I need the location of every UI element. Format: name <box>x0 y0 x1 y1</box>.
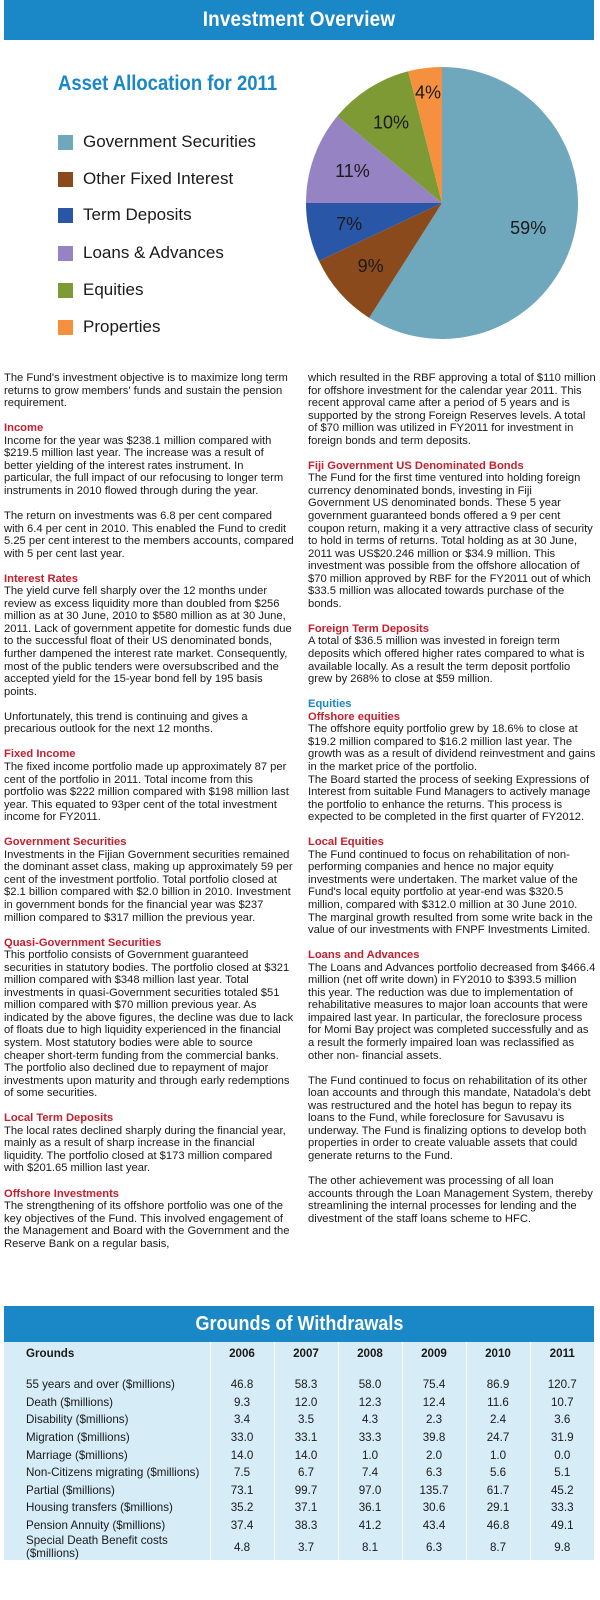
column-header: 2006 <box>210 1342 274 1364</box>
row-label-cell: Migration ($millions) <box>26 1431 130 1445</box>
value-cell: 33.1 <box>274 1429 338 1447</box>
value-cell: 46.8 <box>210 1376 274 1394</box>
column-header: 2011 <box>530 1342 594 1364</box>
value-cell: 29.1 <box>466 1499 530 1517</box>
section-heading-interest-rates: Interest Rates <box>4 572 78 585</box>
value-cell: 14.0 <box>210 1446 274 1464</box>
page-title: Investment Overview <box>202 8 396 31</box>
value-cell: 30.6 <box>402 1499 466 1517</box>
value-cell: 4.8 <box>210 1534 274 1560</box>
withdrawals-table-panel <box>4 1342 594 1560</box>
value-cell: 38.3 <box>274 1517 338 1535</box>
foreign-term-deposits-paragraph: A total of $36.5 million was invested in foreign term deposits which offered higher rates compared to what is available locally. As a result the term deposit portfolio grew by 268% to close at $59 million. <box>308 635 585 686</box>
value-cell: 1.0 <box>466 1446 530 1464</box>
row-label-cell: 55 years and over ($millions) <box>26 1378 175 1392</box>
interest-rates-paragraph-2: Unfortunately, this trend is continuing and gives a precarious outlook for the next 12 months. <box>4 710 248 736</box>
value-cell: 31.9 <box>530 1429 594 1447</box>
legend-label: Properties <box>83 317 161 336</box>
section-heading-loans-advances: Loans and Advances <box>308 949 420 962</box>
value-cell: 33.0 <box>210 1429 274 1447</box>
legend-item-government-securities <box>58 130 256 154</box>
right-column <box>308 372 596 1238</box>
value-cell: 39.8 <box>402 1429 466 1447</box>
withdrawals-title: Grounds of Withdrawals <box>195 1313 403 1335</box>
table-spacer-row <box>4 1364 594 1376</box>
value-cell: 0.0 <box>530 1446 594 1464</box>
loans-advances-paragraph-3: The other achievement was processing of all loan accounts through the Loan Management System, thereby streamlining the internal processes for lending and the divestment of the staff loans scheme to HFC. <box>308 1175 593 1225</box>
value-cell: 3.5 <box>274 1411 338 1429</box>
value-cell: 120.7 <box>530 1376 594 1394</box>
local-equities-paragraph: The Fund continued to focus on rehabilitation of non-performing companies and hence no major equity investments were undertaken. The market value of the Fund's local equity portfolio at year-end was $320.5 million, compared with $312.0 million at 30 June 2010. The marginal growth resulted from some write back in the value of our investments with FNPF Investments Limited. <box>308 848 593 937</box>
value-cell: 58.3 <box>274 1376 338 1394</box>
pie-data-label: 10% <box>372 112 410 133</box>
value-cell: 8.1 <box>338 1534 402 1560</box>
value-cell: 33.3 <box>530 1499 594 1517</box>
offshore-equities-paragraph-2: The Board started the process of seeking Expressions of Interest from suitable Fund Managers to actively manage the portfolio to enhance the returns. This process is expected to be completed in the first quarter of FY2012. <box>308 773 591 824</box>
left-column <box>4 372 294 1263</box>
value-cell: 75.4 <box>402 1376 466 1394</box>
column-header: Grounds <box>26 1346 75 1360</box>
value-cell: 7.5 <box>210 1464 274 1482</box>
row-label-cell: Partial ($millions) <box>26 1483 115 1497</box>
value-cell: 99.7 <box>274 1482 338 1500</box>
value-cell: 86.9 <box>466 1376 530 1394</box>
value-cell: 7.4 <box>338 1464 402 1482</box>
withdrawals-banner <box>4 1306 594 1342</box>
value-cell: 3.7 <box>274 1534 338 1560</box>
table-row <box>4 1411 594 1429</box>
allocation-title: Asset Allocation for 2011 <box>58 72 278 95</box>
section-heading-fiji-us-bonds: Fiji Government US Denominated Bonds <box>308 459 524 472</box>
value-cell: 97.0 <box>338 1482 402 1500</box>
loans-advances-paragraph-2: The Fund continued to focus on rehabilitation of its other loan accounts and through this mandate, Natadola's debt was restructured and the hotel has begun to repay its loans to the Fund, while foreclosure for Savusavu is underway. The Fund is finalizing options to develop both properties in order to create valuable assets that could generate returns to the Fund. <box>308 1074 591 1162</box>
value-cell: 36.1 <box>338 1499 402 1517</box>
offshore-investments-continued: which resulted in the RBF approving a total of $110 million for offshore investment for the calendar year 2011. This recent approval came after a period of 5 years and is supported by the strong Foreign Reserves levels. A total of $70 million was utilized in FY2011 for investment in foreign bonds and term deposits. <box>308 372 596 447</box>
column-header: 2009 <box>402 1342 466 1364</box>
offshore-equities-paragraph-1: The offshore equity portfolio grew by 18.6% to close at $19.2 million compared to $16.2 million last year. The growth was as a result of dividend reinvestment and gains in the market price of the portfolio. <box>308 723 596 773</box>
value-cell: 12.0 <box>274 1394 338 1412</box>
legend-swatch <box>58 135 73 150</box>
table-row <box>4 1446 594 1464</box>
table-row <box>4 1534 594 1560</box>
row-label-cell: Housing transfers ($millions) <box>26 1501 173 1515</box>
value-cell: 45.2 <box>530 1482 594 1500</box>
value-cell: 41.2 <box>338 1517 402 1535</box>
section-heading-quasi-government: Quasi-Government Securities <box>4 936 162 949</box>
table-row <box>4 1482 594 1500</box>
value-cell: 14.0 <box>274 1446 338 1464</box>
legend-label: Loans & Advances <box>83 243 224 262</box>
row-label-cell: Non-Citizens migrating ($millions) <box>26 1466 200 1480</box>
pie-data-label: 11% <box>335 160 370 181</box>
value-cell: 1.0 <box>338 1446 402 1464</box>
fiji-us-bonds-paragraph: The Fund for the first time ventured into holding foreign currency denominated bonds, investing in Fiji Government US denominated bonds. These 5 year government guaranteed bonds offered a 9 per cent coupon return, making it a very attractive class of security to hold in terms of returns. Total holding as at 30 June, 2011 was US$20.246 million or $34.9 million. This investment was possible from the offshore allocation of $70 million approved by RBF for the FY2011 out of which $33.5 million was allocated towards purchase of the bonds. <box>308 472 593 610</box>
value-cell: 33.3 <box>338 1429 402 1447</box>
column-header: 2008 <box>338 1342 402 1364</box>
income-paragraph-2: The return on investments was 6.8 per cent compared with 6.4 per cent in 2010. This enabled the Fund to credit 5.25 per cent interest to the members accounts, compared with 5 per cent last year. <box>4 510 294 560</box>
value-cell: 49.1 <box>530 1517 594 1535</box>
value-cell: 24.7 <box>466 1429 530 1447</box>
loans-advances-paragraph-1: The Loans and Advances portfolio decreased from $466.4 million (net off write down) in FY2010 to $393.5 million this year. The reduction was due to implementation of rehabilitative measures to major loan accounts that were impaired last year. In particular, the foreclosure process for Momi Bay project was completed successfully and as a result the formerly impaired loan was reclassified as other non- financial assets. <box>308 961 596 1062</box>
legend-swatch <box>58 208 73 223</box>
row-label-cell: Pension Annuity ($millions) <box>26 1519 166 1533</box>
row-label-cell: Marriage ($millions) <box>26 1448 128 1462</box>
row-label-cell: Death ($millions) <box>26 1395 113 1409</box>
value-cell: 9.8 <box>530 1534 594 1560</box>
section-heading-offshore-investments: Offshore Investments <box>4 1187 120 1200</box>
value-cell: 6.3 <box>402 1464 466 1482</box>
legend-item-term-deposits <box>58 203 192 227</box>
value-cell: 46.8 <box>466 1517 530 1535</box>
government-securities-paragraph: Investments in the Fijian Government securities remained the dominant asset class, making up approximately 59 per cent of the investment portfolio. Total portfolio closed at $2.1 billion compared with $2.0 billion in 2010. Investment in government bonds for the financial year was $237 million compared to $317 million the previous year. <box>4 848 293 924</box>
pie-data-label: 4% <box>415 82 442 103</box>
table-row <box>4 1394 594 1412</box>
value-cell: 6.3 <box>402 1534 466 1560</box>
column-header: 2010 <box>466 1342 530 1364</box>
legend-label: Equities <box>83 280 144 299</box>
legend-swatch <box>58 246 73 261</box>
value-cell: 35.2 <box>210 1499 274 1517</box>
asset-allocation-pie-chart <box>280 60 600 350</box>
value-cell: 3.4 <box>210 1411 274 1429</box>
value-cell: 3.6 <box>530 1411 594 1429</box>
fixed-income-paragraph: The fixed income portfolio made up approximately 87 per cent of the portfolio in 2011. Total income from this portfolio was $222 million compared with $198 million last year. This equated to 93per cent of the total investment income for FY2011. <box>4 760 289 824</box>
quasi-government-paragraph: This portfolio consists of Government guaranteed securities in statutory bodies. The portfolio closed at $321 million compared with $348 million last year. Total investments in quasi-Government securities totaled $51 million compared with $70 million previous year. As indicated by the above figures, the decline was due to lack of floats due to high liquidity experienced in the financial system. Most statutory bodies were able to source cheaper short-term funding from the commercial banks. The portfolio also declined due to repayment of major investments upon maturity and through early redemptions of some securities. <box>4 949 294 1100</box>
pie-data-label: 59% <box>510 218 547 239</box>
legend-label: Other Fixed Interest <box>83 169 234 188</box>
section-heading-income: Income <box>4 422 44 435</box>
legend-item-other-fixed-interest <box>58 167 233 191</box>
legend-swatch <box>58 283 73 298</box>
interest-rates-paragraph-1: The yield curve fell sharply over the 12 months under review as excess liquidity more than doubled from $256 million as at 30 June, 2010 to $580 million as at 30 June, 2011. Lack of government appetite for domestic funds due to the successful float of their US denominated bonds, further dampened the interest rate market. Consequently, most of the public tenders were oversubscribed and the accepted yield for the 15-year bond fell by 195 basis points. <box>4 585 292 698</box>
income-paragraph-1: Income for the year was $238.1 million compared with $219.5 million last year. The increase was a result of better yielding of the interest rates instrument. In particular, the full impact of our refocusing to longer term instruments in 2010 flowed through during the year. <box>4 434 284 497</box>
value-cell: 12.3 <box>338 1394 402 1412</box>
pie-data-label: 9% <box>357 255 384 276</box>
value-cell: 43.4 <box>402 1517 466 1535</box>
value-cell: 6.7 <box>274 1464 338 1482</box>
value-cell: 58.0 <box>338 1376 402 1394</box>
value-cell: 4.3 <box>338 1411 402 1429</box>
value-cell: 37.4 <box>210 1517 274 1535</box>
section-heading-government-securities: Government Securities <box>4 836 127 849</box>
value-cell: 5.6 <box>466 1464 530 1482</box>
section-heading-offshore-equities: Offshore equities <box>308 710 401 723</box>
pie-data-label: 7% <box>336 213 363 234</box>
value-cell: 37.1 <box>274 1499 338 1517</box>
value-cell: 5.1 <box>530 1464 594 1482</box>
value-cell: 9.3 <box>210 1394 274 1412</box>
table-row <box>4 1517 594 1535</box>
local-term-deposits-paragraph: The local rates declined sharply during the financial year, mainly as a result of sharp increase in the financial liquidity. The portfolio closed at $173 million compared with $201.65 million last year. <box>4 1124 286 1175</box>
page-banner <box>4 0 594 40</box>
legend-item-loans-advances <box>58 241 224 265</box>
section-heading-local-term-deposits: Local Term Deposits <box>4 1112 114 1125</box>
value-cell: 61.7 <box>466 1482 530 1500</box>
value-cell: 12.4 <box>402 1394 466 1412</box>
table-row <box>4 1499 594 1517</box>
section-heading-local-equities: Local Equities <box>308 836 384 849</box>
table-row <box>4 1429 594 1447</box>
withdrawals-table <box>4 1342 594 1560</box>
row-label-cell: Special Death Benefit costs ($millions) <box>26 1534 168 1561</box>
offshore-investments-paragraph: The strengthening of its offshore portfolio was one of the key objectives of the Fund. This involved engagement of the Management and Board with the Government and the Reserve Bank on a regular basis, <box>4 1200 290 1250</box>
value-cell: 8.7 <box>466 1534 530 1560</box>
value-cell: 10.7 <box>530 1394 594 1412</box>
table-row <box>4 1376 594 1394</box>
value-cell: 2.4 <box>466 1411 530 1429</box>
value-cell: 135.7 <box>402 1482 466 1500</box>
table-row <box>4 1464 594 1482</box>
row-label-cell: Disability ($millions) <box>26 1413 129 1427</box>
value-cell: 73.1 <box>210 1482 274 1500</box>
legend-swatch <box>58 320 73 335</box>
section-heading-equities: Equities <box>308 698 352 711</box>
legend-item-equities <box>58 278 143 302</box>
value-cell: 11.6 <box>466 1394 530 1412</box>
column-header: 2007 <box>274 1342 338 1364</box>
legend-item-properties <box>58 315 160 339</box>
legend-label: Term Deposits <box>83 205 192 224</box>
intro-paragraph: The Fund's investment objective is to maximize long term returns to grow members' funds and sustain the pension requirement. <box>4 372 288 410</box>
value-cell: 2.0 <box>402 1446 466 1464</box>
table-header-row <box>4 1342 594 1364</box>
legend-label: Government Securities <box>83 132 256 151</box>
legend-swatch <box>58 172 73 187</box>
section-heading-foreign-term-deposits: Foreign Term Deposits <box>308 622 430 635</box>
value-cell: 2.3 <box>402 1411 466 1429</box>
section-heading-fixed-income: Fixed Income <box>4 748 76 761</box>
